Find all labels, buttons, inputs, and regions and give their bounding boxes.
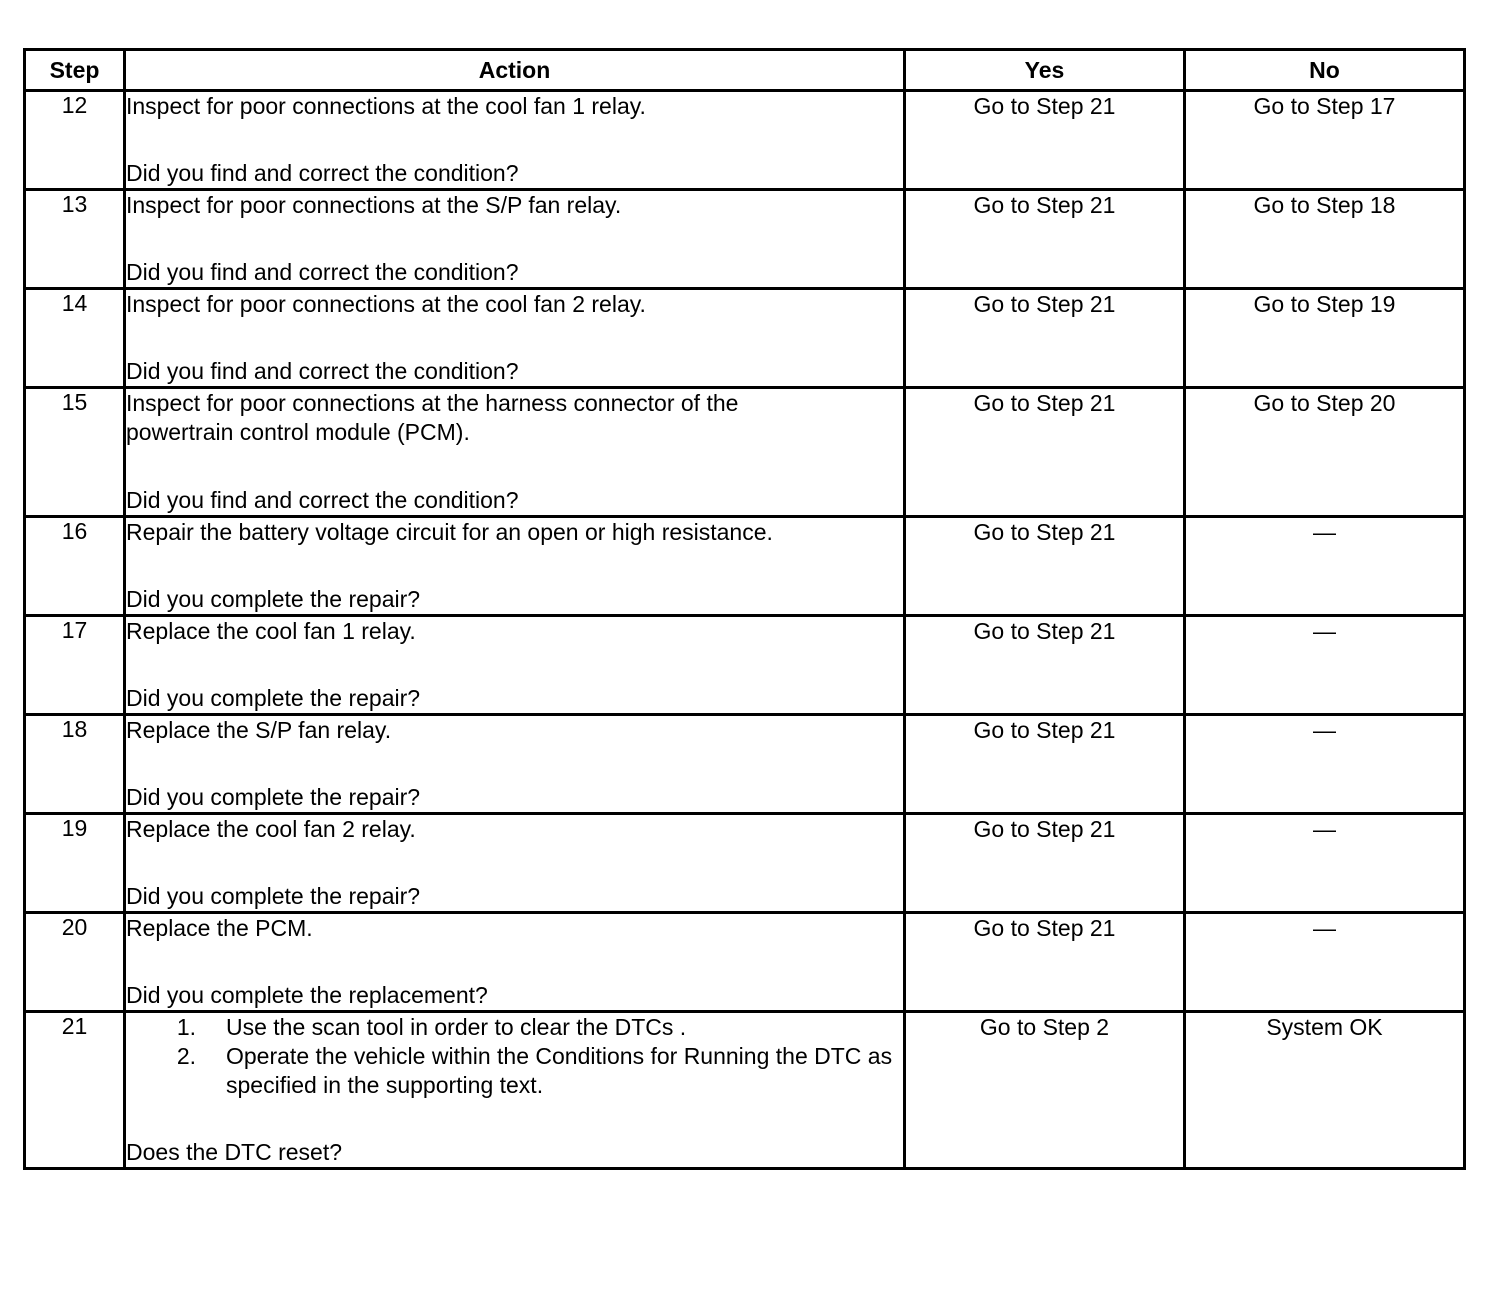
step-number: 13 xyxy=(25,190,125,289)
table-row xyxy=(25,616,1465,715)
yes-result: Go to Step 21 xyxy=(905,715,1185,814)
step-number: 15 xyxy=(25,388,125,517)
header-row xyxy=(25,50,1465,91)
action-cell xyxy=(125,913,905,1012)
action-question: Does the DTC reset? xyxy=(126,1139,343,1165)
action-text: Inspect for poor connections at the cool fan 2 relay. xyxy=(126,291,646,317)
step-number: 21 xyxy=(25,1012,125,1169)
procedure-list-item xyxy=(126,1042,903,1100)
procedure-text: Use the scan tool in order to clear the DTCs . xyxy=(226,1014,687,1040)
step-number: 12 xyxy=(25,91,125,190)
yes-result: Go to Step 21 xyxy=(905,913,1185,1012)
action-question: Did you find and correct the condition? xyxy=(126,160,519,186)
action-cell xyxy=(125,616,905,715)
action-cell xyxy=(125,388,905,517)
action-cell xyxy=(125,91,905,190)
action-question: Did you complete the replacement? xyxy=(126,982,488,1008)
action-cell xyxy=(125,715,905,814)
action-question: Did you find and correct the condition? xyxy=(126,487,519,513)
procedure-list-item xyxy=(126,1013,903,1042)
action-cell xyxy=(125,289,905,388)
action-cell xyxy=(125,1012,905,1169)
table-row xyxy=(25,388,1465,517)
header-no: No xyxy=(1185,50,1465,91)
no-result: Go to Step 18 xyxy=(1185,190,1465,289)
no-result: System OK xyxy=(1185,1012,1465,1169)
no-result: Go to Step 20 xyxy=(1185,388,1465,517)
yes-result: Go to Step 21 xyxy=(905,517,1185,616)
no-result: Go to Step 19 xyxy=(1185,289,1465,388)
action-question: Did you complete the repair? xyxy=(126,784,421,810)
table-row xyxy=(25,190,1465,289)
yes-result: Go to Step 21 xyxy=(905,388,1185,517)
table-row xyxy=(25,91,1465,190)
action-cell xyxy=(125,814,905,913)
action-question: Did you find and correct the condition? xyxy=(126,259,519,285)
action-text: Inspect for poor connections at the S/P fan relay. xyxy=(126,192,622,218)
yes-result: Go to Step 21 xyxy=(905,190,1185,289)
action-text: Replace the S/P fan relay. xyxy=(126,717,392,743)
step-number: 19 xyxy=(25,814,125,913)
step-number: 14 xyxy=(25,289,125,388)
table-row xyxy=(25,814,1465,913)
step-number: 17 xyxy=(25,616,125,715)
no-result: Go to Step 17 xyxy=(1185,91,1465,190)
table-row xyxy=(25,913,1465,1012)
yes-result: Go to Step 21 xyxy=(905,289,1185,388)
action-text: Repair the battery voltage circuit for an open or high resistance. xyxy=(126,519,773,545)
procedure-list xyxy=(126,1013,903,1100)
step-number: 18 xyxy=(25,715,125,814)
table-row xyxy=(25,289,1465,388)
action-cell xyxy=(125,517,905,616)
step-number: 20 xyxy=(25,913,125,1012)
action-question: Did you complete the repair? xyxy=(126,586,421,612)
no-result: — xyxy=(1185,616,1465,715)
yes-result: Go to Step 21 xyxy=(905,91,1185,190)
table-row xyxy=(25,1012,1465,1169)
procedure-number: 1. xyxy=(176,1014,196,1040)
no-result: — xyxy=(1185,814,1465,913)
yes-result: Go to Step 21 xyxy=(905,616,1185,715)
action-text: Replace the PCM. xyxy=(126,915,313,941)
action-question: Did you find and correct the condition? xyxy=(126,358,519,384)
yes-result: Go to Step 21 xyxy=(905,814,1185,913)
no-result: — xyxy=(1185,517,1465,616)
action-text: Inspect for poor connections at the cool fan 1 relay. xyxy=(126,93,646,119)
header-yes: Yes xyxy=(905,50,1185,91)
procedure-text: Operate the vehicle within the Conditions for Running the DTC as specified in the supporting text. xyxy=(226,1043,893,1098)
no-result: — xyxy=(1185,913,1465,1012)
table-row xyxy=(25,715,1465,814)
action-question: Did you complete the repair? xyxy=(126,883,421,909)
header-action: Action xyxy=(125,50,905,91)
action-text: Replace the cool fan 1 relay. xyxy=(126,618,416,644)
table-row xyxy=(25,517,1465,616)
action-cell xyxy=(125,190,905,289)
header-step: Step xyxy=(25,50,125,91)
procedure-number: 2. xyxy=(176,1043,196,1069)
action-text: Replace the cool fan 2 relay. xyxy=(126,816,416,842)
action-text: Inspect for poor connections at the harness connector of the powertrain control module (PCM). xyxy=(126,390,739,445)
yes-result: Go to Step 2 xyxy=(905,1012,1185,1169)
diagnostic-table xyxy=(23,48,1466,1170)
action-question: Did you complete the repair? xyxy=(126,685,421,711)
step-number: 16 xyxy=(25,517,125,616)
no-result: — xyxy=(1185,715,1465,814)
